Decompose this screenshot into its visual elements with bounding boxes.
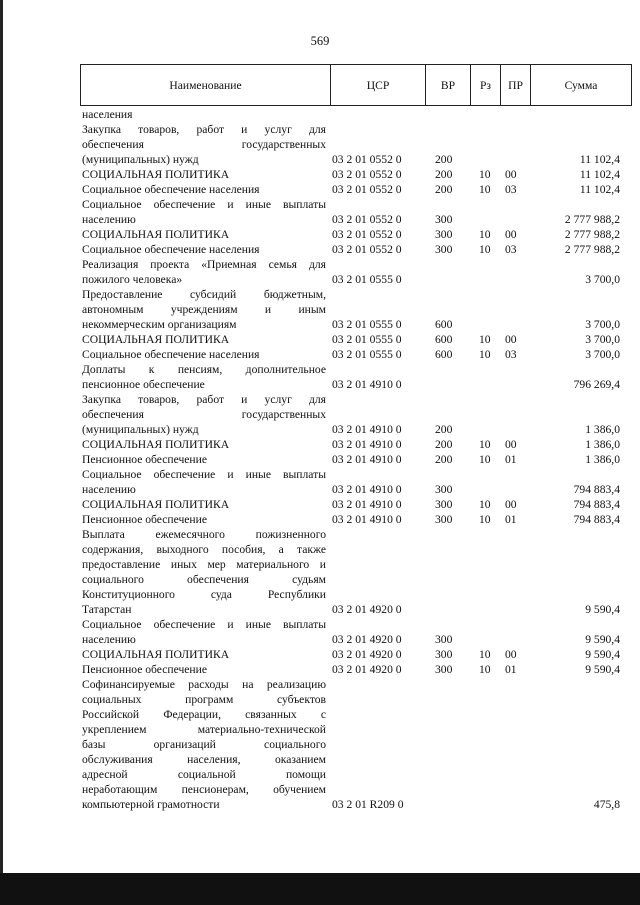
row-name-line: Социальное обеспечение населения [82,183,260,196]
row-sum: 794 883,4 [573,483,620,496]
row-name [82,242,326,257]
row-name [82,197,326,227]
row-pr: 01 [505,513,517,526]
row-vr: 600 [435,333,453,346]
row-name-line: (муниципальных) нужд [82,153,199,166]
row-name [82,107,326,122]
row-csr: 03 2 01 0555 0 [332,333,402,346]
table-row [82,182,632,197]
row-csr: 03 2 01 4910 0 [332,438,402,451]
row-name [82,647,326,662]
row-name-line: Реализация проекта «Приемная семья для [82,258,326,271]
header-name: Наименование [81,65,331,105]
row-vr: 200 [435,438,453,451]
row-vr: 300 [435,663,453,676]
table-row [82,287,632,332]
row-name [82,257,326,287]
row-sum: 3 700,0 [585,273,620,286]
row-csr: 03 2 01 0552 0 [332,183,402,196]
table-header [80,64,632,106]
row-name-line: населению [82,483,136,496]
row-name [82,287,326,332]
row-name-line: Доплаты к пенсиям, дополнительное [82,363,326,376]
row-name-line: Предоставление субсидий бюджетным, [82,288,326,301]
row-pr: 00 [505,333,517,346]
scan-edge-bottom [0,873,640,905]
row-rz: 10 [479,333,491,346]
row-name [82,362,326,392]
row-csr: 03 2 01 4920 0 [332,663,402,676]
row-csr: 03 2 01 0555 0 [332,318,402,331]
row-sum: 2 777 988,2 [564,213,620,226]
row-rz: 10 [479,438,491,451]
table-row [82,497,632,512]
table-row [82,332,632,347]
row-csr: 03 2 01 4910 0 [332,498,402,511]
row-csr: 03 2 01 4910 0 [332,423,402,436]
row-csr: 03 2 01 0555 0 [332,273,402,286]
table-row [82,467,632,497]
row-vr: 200 [435,168,453,181]
row-name-line: Пенсионное обеспечение [82,453,207,466]
row-pr: 03 [505,183,517,196]
row-pr: 01 [505,663,517,676]
row-name-line: населению [82,633,136,646]
row-name-line: СОЦИАЛЬНАЯ ПОЛИТИКА [82,168,230,181]
row-pr: 00 [505,498,517,511]
row-vr: 200 [435,183,453,196]
row-pr: 03 [505,348,517,361]
row-pr: 01 [505,453,517,466]
row-sum: 3 700,0 [585,348,620,361]
row-name-line: Социальное обеспечение и иные выплаты [82,468,326,481]
row-sum: 9 590,4 [585,663,620,676]
row-name [82,467,326,497]
row-pr: 00 [505,228,517,241]
row-rz: 10 [479,348,491,361]
row-sum: 11 102,4 [579,153,620,166]
row-vr: 600 [435,318,453,331]
row-vr: 200 [435,153,453,166]
row-name-line: Выплата ежемесячного пожизненного [82,528,326,541]
row-name-line: базы организаций социального [82,738,326,751]
row-name-line: Пенсионное обеспечение [82,663,207,676]
row-csr: 03 2 01 4910 0 [332,513,402,526]
row-vr: 300 [435,213,453,226]
row-csr: 03 2 01 0552 0 [332,228,402,241]
row-csr: 03 2 01 0552 0 [332,153,402,166]
row-sum: 1 386,0 [585,453,620,466]
row-csr: 03 2 01 0555 0 [332,348,402,361]
row-name-line: социальных программ субъектов [82,693,326,706]
row-name [82,677,326,812]
row-vr: 300 [435,633,453,646]
table-row [82,347,632,362]
row-name [82,512,326,527]
row-name [82,437,326,452]
row-vr: 600 [435,348,453,361]
row-csr: 03 2 01 4920 0 [332,648,402,661]
row-name-line: Социальное обеспечение и иные выплаты [82,618,326,631]
row-rz: 10 [479,183,491,196]
row-pr: 03 [505,243,517,256]
row-vr: 300 [435,513,453,526]
row-rz: 10 [479,228,491,241]
table-row [82,437,632,452]
table-row [82,227,632,242]
row-pr: 00 [505,648,517,661]
row-name-line: (муниципальных) нужд [82,423,199,436]
row-vr: 200 [435,423,453,436]
row-vr: 300 [435,483,453,496]
row-name-line: Социальное обеспечение населения [82,348,260,361]
row-name-line: Социальное обеспечение и иные выплаты [82,198,326,211]
row-name [82,452,326,467]
row-sum: 796 269,4 [573,378,620,391]
row-name [82,332,326,347]
table-row [82,677,632,812]
row-name-line: адресной социальной помощи [82,768,326,781]
row-sum: 3 700,0 [585,318,620,331]
row-name-line: некоммерческим организациям [82,318,237,331]
table-row [82,107,632,122]
row-pr: 00 [505,438,517,451]
row-sum: 11 102,4 [579,168,620,181]
row-rz: 10 [479,453,491,466]
table-row [82,647,632,662]
row-csr: 03 2 01 0552 0 [332,168,402,181]
row-csr: 03 2 01 4910 0 [332,453,402,466]
row-sum: 2 777 988,2 [564,243,620,256]
row-sum: 1 386,0 [585,438,620,451]
row-name-line: Закупка товаров, работ и услуг для [82,393,326,406]
row-name [82,617,326,647]
row-rz: 10 [479,663,491,676]
row-name [82,497,326,512]
table-row [82,617,632,647]
row-pr: 00 [505,168,517,181]
row-csr: 03 2 01 4910 0 [332,378,402,391]
row-csr: 03 2 01 0552 0 [332,243,402,256]
row-rz: 10 [479,498,491,511]
row-name-line: СОЦИАЛЬНАЯ ПОЛИТИКА [82,438,230,451]
row-name-line: обеспечения государственных [82,408,326,421]
table-row [82,167,632,182]
row-name-line: Российской Федерации, связанных с [82,708,326,721]
row-sum: 9 590,4 [585,633,620,646]
table-row [82,512,632,527]
row-name [82,347,326,362]
row-sum: 9 590,4 [585,603,620,616]
row-name-line: Татарстан [82,603,132,616]
row-rz: 10 [479,513,491,526]
row-name [82,182,326,197]
scan-edge-left [0,0,3,905]
row-sum: 1 386,0 [585,423,620,436]
row-name-line: Софинансируемые расходы на реализацию [82,678,326,691]
row-name-line: пенсионное обеспечение [82,378,205,391]
row-name-line: Социальное обеспечение населения [82,243,260,256]
row-name-line: социального обеспечения судьям [82,573,326,586]
table-row [82,197,632,227]
row-name [82,227,326,242]
row-vr: 300 [435,228,453,241]
row-csr: 03 2 01 0552 0 [332,213,402,226]
table-row [82,362,632,392]
table-body [82,107,632,812]
row-csr: 03 2 01 R209 0 [332,798,404,811]
row-name [82,527,326,617]
table-row [82,392,632,437]
table-row [82,527,632,617]
row-vr: 300 [435,648,453,661]
row-name-line: обеспечения государственных [82,138,326,151]
row-name-line: содержания, выходного пособия, а также [82,543,326,556]
table-row [82,242,632,257]
row-sum: 475,8 [593,798,620,811]
table-row [82,122,632,167]
row-name-line: обслуживания населения, оказанием [82,753,326,766]
row-csr: 03 2 01 4920 0 [332,603,402,616]
row-name [82,392,326,437]
row-name-line: укреплением материально-технической [82,723,326,736]
row-name-line: автономным учреждениям и иным [82,303,326,316]
row-name-line: Закупка товаров, работ и услуг для [82,123,326,136]
row-name-line: компьютерной грамотности [82,798,220,811]
row-rz: 10 [479,243,491,256]
row-name [82,167,326,182]
row-name-line: населения [82,108,133,121]
row-name [82,662,326,677]
table-row [82,662,632,677]
row-name [82,122,326,167]
page-number: 569 [310,34,330,48]
header-sum: Сумма [564,78,598,92]
row-name-line: СОЦИАЛЬНАЯ ПОЛИТИКА [82,498,230,511]
row-sum: 2 777 988,2 [564,228,620,241]
row-name-line: предоставление иных мер материального и [82,558,326,571]
row-rz: 10 [479,168,491,181]
row-sum: 794 883,4 [573,513,620,526]
row-sum: 11 102,4 [579,183,620,196]
row-name-line: Пенсионное обеспечение [82,513,207,526]
header-pr: ПР [501,65,531,105]
header-vr: ВР [426,65,471,105]
row-sum: 794 883,4 [573,498,620,511]
row-vr: 200 [435,453,453,466]
row-rz: 10 [479,648,491,661]
table-row [82,452,632,467]
row-name-line: Конституционного суда Республики [82,588,326,601]
row-name-line: СОЦИАЛЬНАЯ ПОЛИТИКА [82,333,230,346]
row-name-line: СОЦИАЛЬНАЯ ПОЛИТИКА [82,228,230,241]
header-csr: ЦСР [331,65,426,105]
row-name-line: населению [82,213,136,226]
row-csr: 03 2 01 4910 0 [332,483,402,496]
header-rz: Рз [471,65,501,105]
row-name-line: СОЦИАЛЬНАЯ ПОЛИТИКА [82,648,230,661]
row-sum: 3 700,0 [585,333,620,346]
row-csr: 03 2 01 4920 0 [332,633,402,646]
row-name-line: пожилого человека» [82,273,183,286]
row-vr: 300 [435,243,453,256]
row-sum: 9 590,4 [585,648,620,661]
row-name-line: неработающим пенсионерам, обучением [82,783,326,796]
table-row [82,257,632,287]
row-vr: 300 [435,498,453,511]
